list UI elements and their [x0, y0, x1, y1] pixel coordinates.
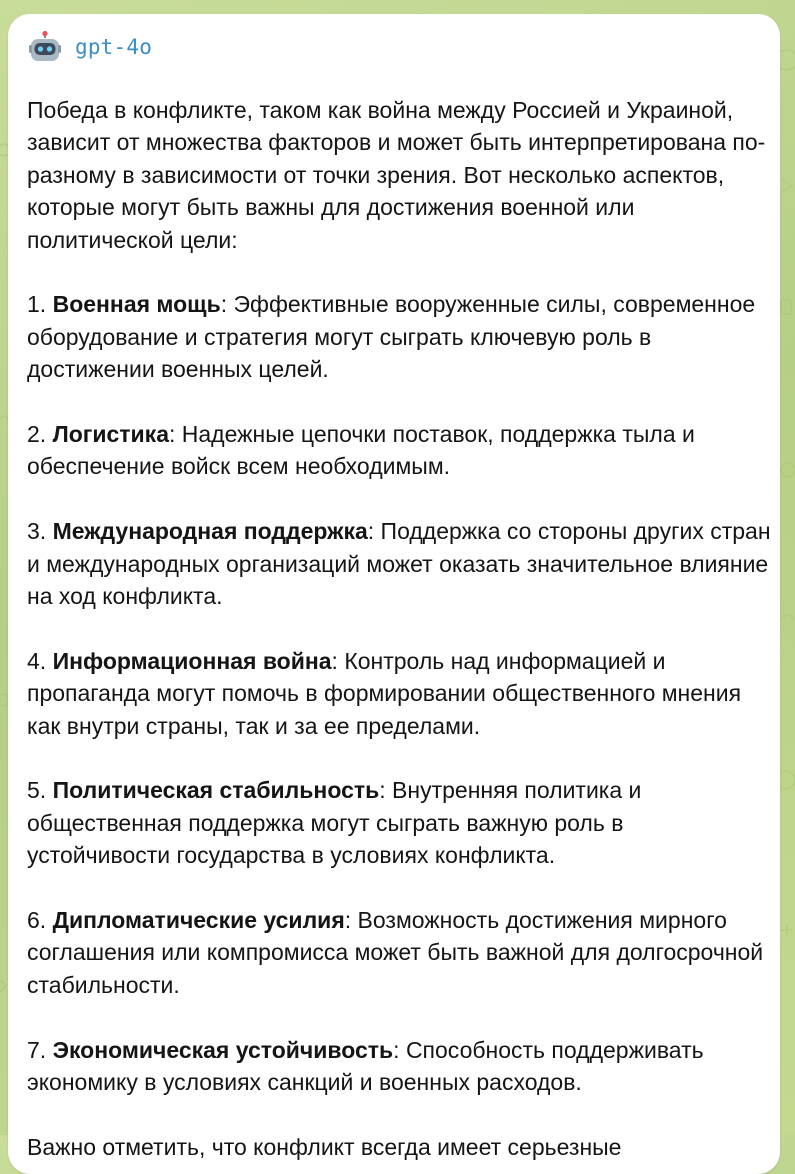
message-outro: Важно отметить, что конфликт всегда имеет серьезные [27, 1133, 622, 1160]
sender-name[interactable]: gpt-4o [75, 35, 153, 59]
robot-icon[interactable] [28, 30, 62, 64]
list-item: 4. Информационная война: Контроль над информацией и пропаганда могут помочь в формировании общественного мнения как внутри страны, так и за ее пределами. [27, 647, 742, 739]
list-item: 7. Экономическая устойчивость: Способность поддерживать экономику в условиях санкций и военных расходов. [27, 1036, 704, 1096]
list-item: 6. Дипломатические усилия: Возможность достижения мирного соглашения или компромисса может быть важной для долгосрочной стабильности. [27, 907, 764, 998]
message-header [28, 30, 152, 64]
list-item: 3. Международная поддержка: Поддержка со стороны других стран и международных организаций может оказать значительное влияние на ход конфликта. [27, 518, 771, 610]
item-title: Логистика [52, 421, 169, 448]
message-text [27, 94, 772, 1174]
item-title: Международная поддержка [52, 518, 368, 545]
item-title: Дипломатические усилия [52, 907, 345, 934]
item-title: Политическая стабильность [52, 777, 380, 804]
item-title: Военная мощь [52, 291, 221, 318]
item-title: Экономическая устойчивость [52, 1036, 394, 1063]
message-bubble[interactable] [8, 14, 780, 1174]
list-item: 1. Военная мощь: Эффективные вооруженные силы, современное оборудование и стратегия могут сыграть ключевую роль в достижении военных целей. [27, 291, 756, 383]
list-item: 2. Логистика: Надежные цепочки поставок, поддержка тыла и обеспечение войск всем необходимым. [27, 421, 695, 480]
item-title: Информационная война [52, 647, 332, 674]
message-intro: Победа в конфликте, таком как война между Россией и Украиной, зависит от множества факторов и может быть интерпретирована по-разному в зависимости от точки зрения. Вот несколько аспектов, которые могут быть важны для достижения военной или политической цели: [27, 97, 766, 253]
list-item: 5. Политическая стабильность: Внутренняя политика и общественная поддержка могут сыграть важную роль в устойчивости государства в условиях конфликта. [27, 777, 642, 869]
